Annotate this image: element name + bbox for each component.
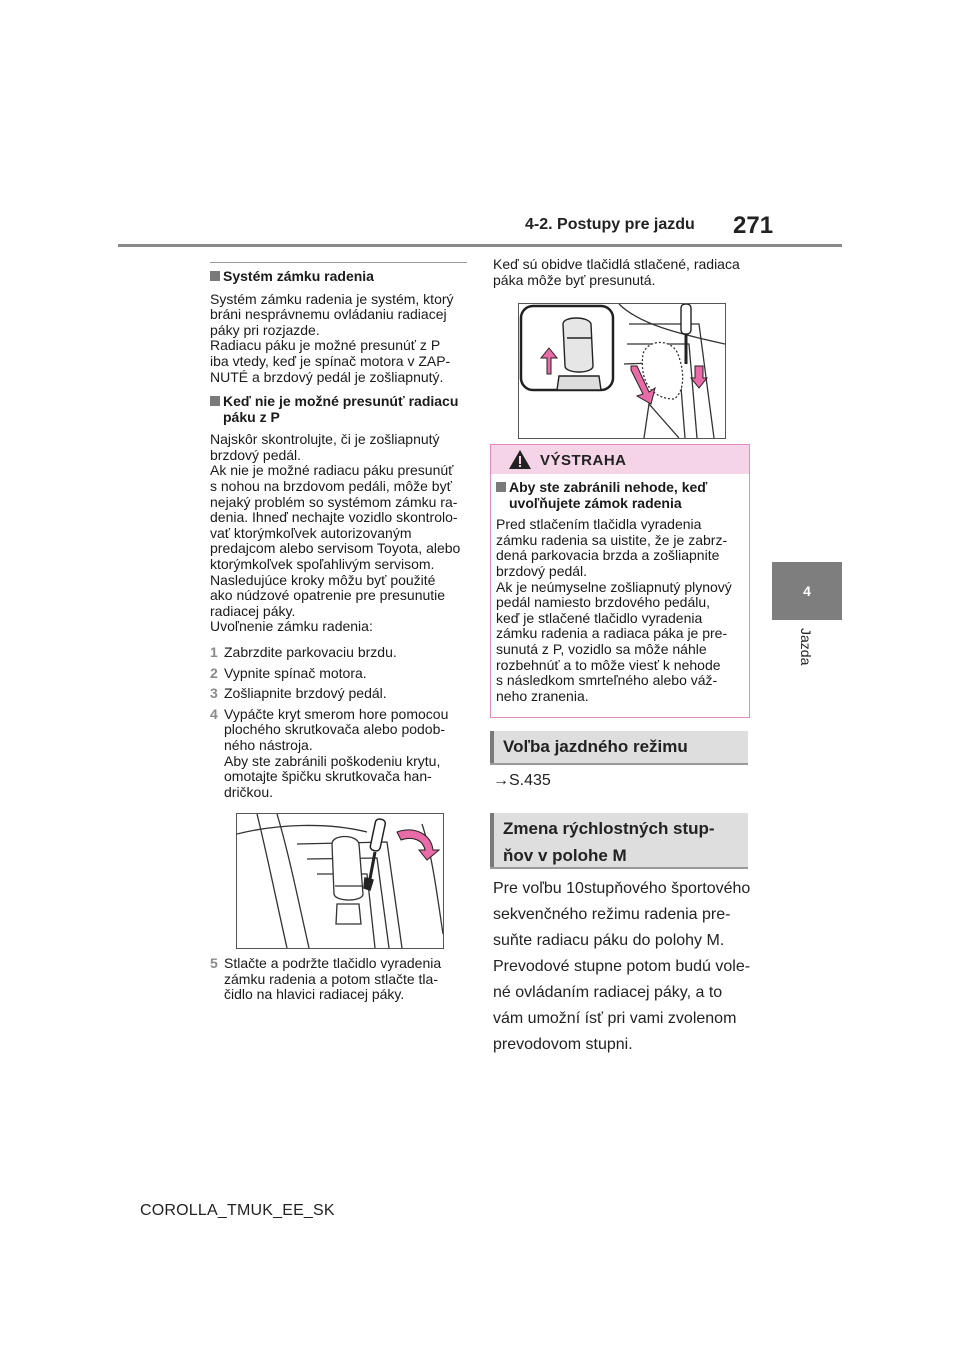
warning-heading: Aby ste zabránili nehode, keď uvoľňujete zámok radenia — [496, 480, 746, 511]
cannot-shift-block: Keď nie je možné presunúť radiacu páku z P Najskôr skontrolujte, či je zošliapnutý brzdový pedál. Ak nie je možné radiacu páku presunúť s nohou na brzdovom pedáli, môže byť nejaký problém so systémom zámku ra- denia. Ihneď nechajte vozidlo skontrolo- vať ktorýmkoľvek autorizovaným predajcom alebo servisom Toyota, alebo ktorýmkoľvek spoľahlivým servisom. Nasledujúce kroky môžu byť použité ako núdzové opatrenie pre presunutie radiacej páky. Uvoľnenie zámku radenia: — [210, 394, 475, 635]
warning-title: VÝSTRAHA — [540, 452, 627, 469]
chapter-tab: 4 — [772, 562, 842, 620]
warning-content: Aby ste zabránili nehode, keď uvoľňujete zámok radenia Pred stlačením tlačidla vyradenia zámku radenia sa uistite, že je zabrz- dená parkovacia brzda a zošliapnite brzdový pedál. Ak je neúmyselne zošliapnutý plynový pedál namiesto brzdového pedálu, keď je stlačené tlačidlo vyradenia zámku radenia a radiaca páka je pre- sunutá z P, vozidlo sa môže náhle rozbehnúť a to môže viesť k nehode s následkom smrteľného alebo váž- neho zranenia. — [496, 480, 746, 704]
chapter-label: Jazda — [798, 628, 814, 666]
shift-lock-heading: Systém zámku radenia — [210, 269, 475, 285]
page-reference: →S.435 — [493, 772, 551, 789]
section-title: Voľba jazdného režimu — [503, 737, 688, 756]
square-bullet-icon — [496, 482, 506, 492]
cannot-shift-heading: Keď nie je možné presunúť radiacu páku z P — [210, 394, 475, 425]
square-bullet-icon — [210, 396, 220, 406]
figure-shift-release — [518, 303, 726, 439]
m-mode-body: Pre voľbu 10stupňového športového sekvenčného režimu radenia pre- suňte radiacu páku do polohy M. Prevodové stupne potom budú vole- né ovládaním radiacej páky, a to vám umožní ísť pri vami zvolenom prevodovom stupni. — [493, 880, 751, 1053]
step-5: 5 Stlačte a podržte tlačidlo vyradenia zámku radenia a potom stlačte tla- čidlo na hlavici radiacej páky. — [210, 955, 442, 1003]
column-rule — [210, 262, 467, 263]
square-bullet-icon — [210, 271, 220, 281]
intro-text: Keď sú obidve tlačidlá stlačené, radiaca páka môže byť presunutá. — [493, 256, 740, 288]
header-rule — [118, 244, 842, 247]
section-title: Zmena rýchlostných stup- ňov v polohe M — [503, 819, 715, 865]
section-header: 4-2. Postupy pre jazdu — [525, 216, 695, 233]
section-accent — [490, 731, 494, 763]
steps-list — [210, 645, 475, 800]
warning-triangle-icon — [508, 449, 532, 470]
list-item: 4 Vypáčte kryt smerom hore pomocou plochého skrutkovača alebo podob- ného nástroja. Aby ste zabránili poškodeniu krytu, omotajte špičku skrutkovača han- dričkou. — [210, 705, 449, 800]
list-item: 1 Zabrzdite parkovaciu brzdu. — [210, 644, 397, 660]
section-accent — [490, 813, 494, 867]
shift-lever-illustration — [519, 304, 725, 438]
page-number: 271 — [733, 212, 774, 239]
list-item: 2 Vypnite spínač motora. — [210, 664, 367, 681]
document-code: COROLLA_TMUK_EE_SK — [140, 1202, 335, 1219]
shift-lock-block: Systém zámku radenia Systém zámku radenia je systém, ktorý bráni nesprávnemu ovládaniu radiacej páky pri rozjazde. Radiacu páku je možné presunúť z P iba vtedy, keď je spínač motora v ZAP- NUTÉ a brzdový pedál je zošliapnutý. — [210, 269, 475, 385]
figure-pry-cover — [236, 813, 444, 949]
shift-console-illustration — [237, 814, 443, 948]
list-item: 3 Zošliapnite brzdový pedál. — [210, 685, 387, 702]
rotate-arrow-icon — [397, 830, 439, 860]
